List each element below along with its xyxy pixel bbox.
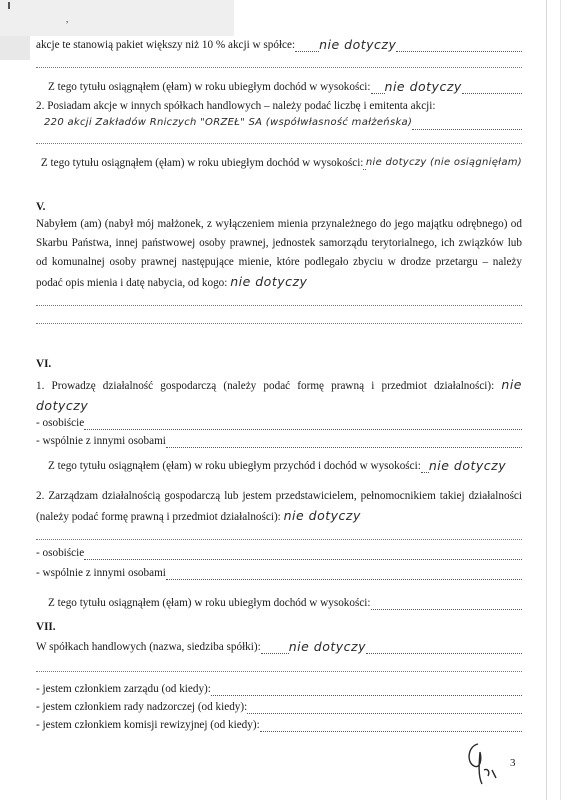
business-activity-question: 1. Prowadzę działalność gospodarczą (należy podać formę prawną i przedmiot działalności): nie dotyczy [36, 377, 522, 413]
jointly-line: - wspólnie z innymi osobami [36, 434, 522, 448]
other-shares-answer-line [44, 116, 522, 130]
handwritten-answer: nie dotyczy [283, 508, 361, 523]
handwritten-answer: 220 akcji Zakładów Rniczych "ORZEŁ" SA (współwłasność małżeńska) [44, 117, 413, 128]
handwritten-answer: nie dotyczy [288, 639, 367, 654]
scan-line [546, 0, 547, 800]
income-label: Z tego tytułu osiągnąłem (ęłam) w roku ubiegłym dochód w wysokości: [48, 81, 371, 93]
blank-line [36, 322, 522, 324]
personal-line: - osobiście [36, 546, 522, 560]
companies-line: W spółkach handlowych (nazwa, siedziba spółki): nie dotyczy [36, 640, 522, 654]
handwritten-signature [464, 740, 504, 788]
shares-stake-label: akcje te stanowią pakiet większy niż 10 % akcji w spółce: [36, 39, 296, 51]
blank-line [36, 66, 522, 68]
blank-line [36, 670, 522, 672]
scan-artifact [0, 0, 234, 36]
handwritten-answer: nie dotyczy [428, 458, 507, 473]
section-vi-title: VI. [36, 358, 52, 370]
handwritten-answer: nie dotyczy (nie osiągnięłam) [365, 157, 522, 168]
handwritten-answer: nie dotyczy [384, 79, 462, 94]
handwritten-answer: nie dotyczy [319, 37, 397, 52]
scan-line [560, 0, 561, 800]
shares-stake-line [36, 38, 522, 52]
blank-line [36, 304, 522, 306]
blank-line [36, 142, 522, 144]
income-line [36, 156, 522, 170]
scan-mark: , [66, 14, 69, 24]
revenue-line: Z tego tytułu osiągnąłem (ęłam) w roku ubiegłym przychód i dochód w wysokości: nie dotyczy [48, 458, 507, 473]
business-management-question: 2. Zarządzam działalnością gospodarczą lub jestem przedstawicielem, pełnomocnikiem takiej działalności (należy podać formę prawną i przedmiot działalności): nie dotyczy [36, 490, 522, 523]
section-v-title: V. [36, 201, 46, 213]
handwritten-answer: nie dotyczy [230, 274, 308, 289]
handwritten-answer: nie dotyczy [36, 377, 522, 413]
section-v-paragraph: Nabyłem (am) (nabył mój małżonek, z wyłączeniem mienia przynależnego do jego majątku odrębnego) od Skarbu Państwa, innej państwowej osoby prawnej, jednostek samorządu terytorialnego, ich związków lub od komunalnej osoby prawnej następujące mienie, które podlegało zbyciu w drodze przetargu – należy podać opis mienia i datę nabycia, od kogo: nie dotyczy [36, 218, 522, 289]
board-member-line: - jestem członkiem zarządu (od kiedy): [36, 682, 522, 696]
income-line: Z tego tytułu osiągnąłem (ęłam) w roku ubiegłym dochód w wysokości: [36, 596, 522, 610]
supervisory-board-line: - jestem członkiem rady nadzorczej (od kiedy): [36, 700, 522, 714]
other-shares-line: 2. Posiadam akcje w innych spółkach handlowych – należy podać liczbę i emitenta akcji: [36, 100, 436, 112]
scan-artifact [0, 36, 30, 60]
scan-artifact [8, 2, 10, 9]
page-number: 3 [510, 757, 516, 769]
audit-committee-line: - jestem członkiem komisji rewizyjnej (od kiedy): [36, 718, 522, 732]
personal-line: - osobiście [36, 416, 522, 430]
income-line [36, 80, 522, 94]
section-vii-title: VII. [36, 621, 56, 633]
blank-line [36, 538, 522, 540]
jointly-line: - wspólnie z innymi osobami [36, 566, 522, 580]
income-label: Z tego tytułu osiągnąłem (ęłam) w roku ubiegłym dochód w wysokości: [40, 157, 364, 169]
